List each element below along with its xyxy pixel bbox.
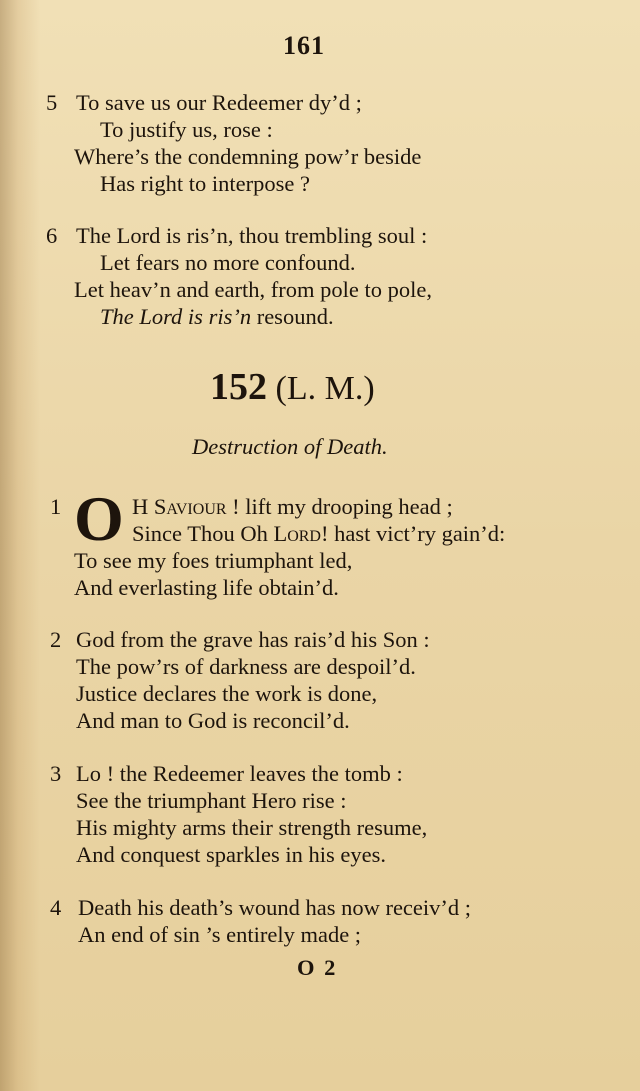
verse-line: To see my foes triumphant led, [74,548,353,573]
verse-line [100,304,334,330]
verse-line: Let heav’n and earth, from pole to pole, [74,277,432,302]
italic-phrase: The Lord is ris’n [100,304,252,329]
verse-line: An end of sin ’s entirely made ; [78,922,362,947]
verse-line: Lo ! the Redeemer leaves the tomb : [76,761,403,786]
verse-line: And everlasting life obtain’d. [74,575,339,600]
page-number: 161 [283,31,325,60]
verse-line: The Lord is ris’n, thou trembling soul : [76,223,428,248]
verse-number: 1 [50,494,62,519]
verse-number: 4 [50,895,62,920]
verse-line: Has right to interpose ? [100,171,310,196]
text-run: H [132,494,154,519]
verse-line: God from the grave has rais’d his Son : [76,627,430,652]
verse-line: Death his death’s wound has now receiv’d ; [78,895,472,920]
verse-line: Justice declares the work is done, [76,681,378,706]
verse-number: 3 [50,761,62,786]
verse-line: To justify us, rose : [100,117,273,142]
signature-mark: O 2 [297,955,338,980]
hymn-title [210,367,375,409]
verse-line: Let fears no more confound. [100,250,356,275]
text-run: ! hast vict’ry gain’d: [320,521,506,546]
verse-number: 6 [46,223,58,248]
verse-line: And man to God is reconcil’d. [76,708,350,733]
verse-line: See the triumphant Hero rise : [76,788,347,813]
hymn-meter: (L. M.) [275,370,375,407]
verse-line: To save us our Redeemer dy’d ; [76,90,362,115]
verse-line [132,521,505,547]
small-caps-word: Lord [273,521,321,546]
hymn-number: 152 [210,366,267,408]
verse-line: His mighty arms their strength resume, [76,815,428,840]
verse-line [132,494,453,520]
hymn-subtitle: Destruction of Death. [192,434,388,459]
text-run: ! lift my drooping head ; [226,494,453,519]
drop-cap: O [74,483,124,554]
verse-line: Where’s the condemning pow’r beside [74,144,422,169]
small-caps-word: Saviour [153,494,227,519]
verse-number: 2 [50,627,62,652]
verse-number: 5 [46,90,58,115]
text-run: Since Thou Oh [132,521,274,546]
verse-line: The pow’rs of darkness are despoil’d. [76,654,416,679]
verse-line-end: resound. [256,304,334,329]
verse-line: And conquest sparkles in his eyes. [76,842,386,867]
